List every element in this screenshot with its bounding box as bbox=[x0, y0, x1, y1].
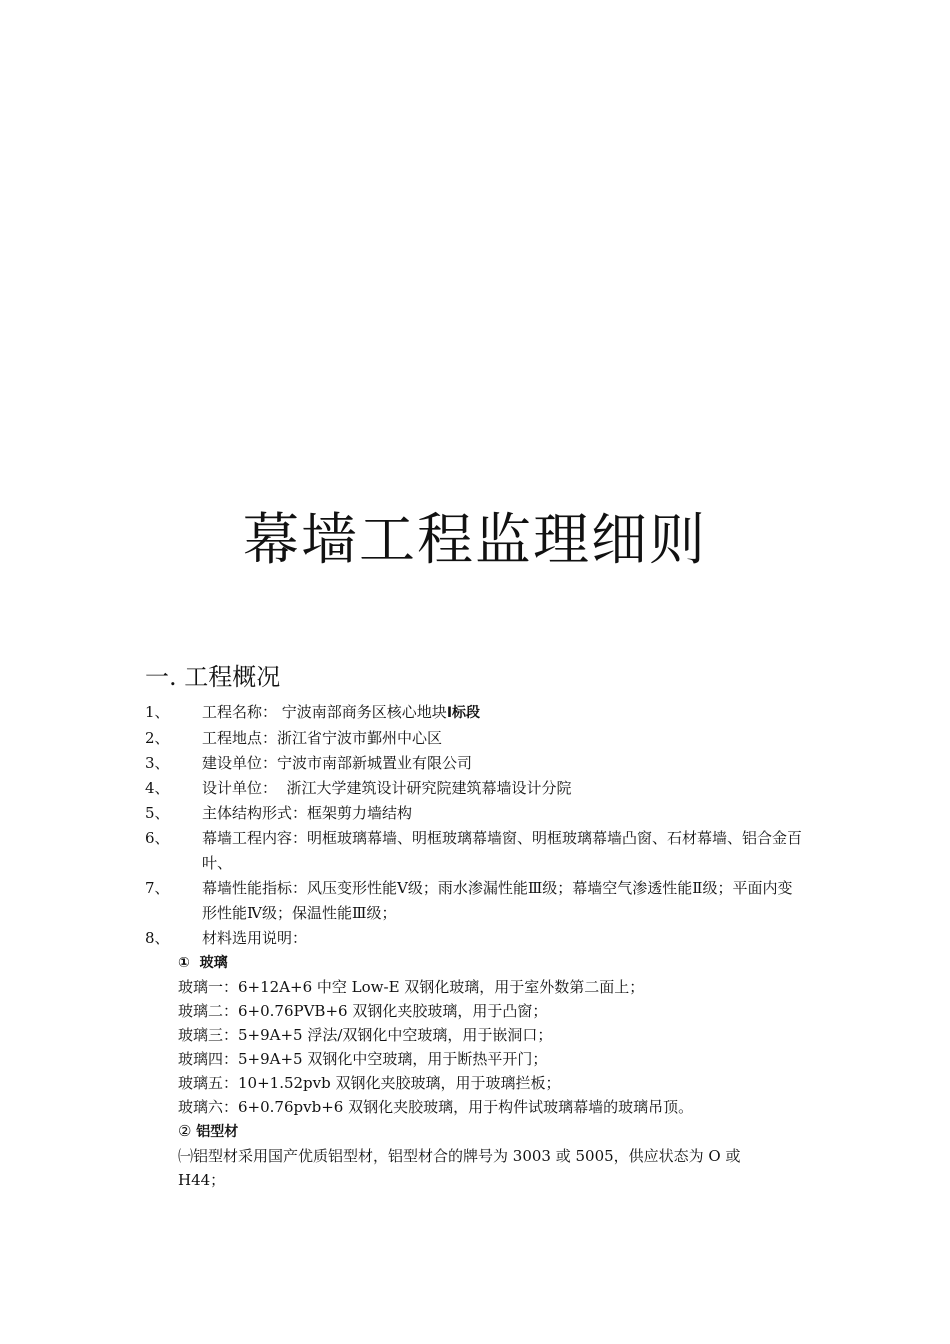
list-item-2 bbox=[145, 726, 825, 751]
list-item-8 bbox=[145, 926, 825, 951]
glass-line-1: 玻璃一：6+12A+6 中空 Low-E 双钢化玻璃，用于室外数第二面上； bbox=[178, 978, 645, 996]
item-value: 宁波南部商务区核心地块 bbox=[281, 703, 447, 721]
glass-line-6: 玻璃六：6+0.76pvb+6 双钢化夹胶玻璃，用于构件试玻璃幕墙的玻璃吊顶。 bbox=[178, 1098, 694, 1116]
glass-line-3: 玻璃三：5+9A+5 浮法/双钢化中空玻璃，用于嵌洞口； bbox=[178, 1026, 553, 1044]
item-text: 幕墙性能指标：风压变形性能Ⅴ级；雨水渗漏性能Ⅲ级；幕墙空气渗透性能Ⅱ级；平面内变形性能Ⅳ级；保温性能Ⅲ级； bbox=[202, 879, 793, 922]
glass-subheading: ① 玻璃 bbox=[178, 955, 228, 971]
item-number: 2、 bbox=[145, 729, 170, 747]
list-item-4 bbox=[145, 776, 825, 801]
item-value-bold: Ⅰ标段 bbox=[446, 705, 481, 721]
item-number: 4、 bbox=[145, 779, 170, 797]
aluminum-heading-prefix: ② bbox=[178, 1122, 197, 1140]
glass-line-5: 玻璃五：10+1.52pvb 双钢化夹胶玻璃，用于玻璃拦板； bbox=[178, 1074, 561, 1092]
list-item-7 bbox=[145, 876, 825, 926]
item-text: 材料选用说明： bbox=[202, 929, 308, 947]
aluminum-text: ㈠铝型材采用国产优质铝型材，铝型材合的牌号为 3003 或 5005，供应状态为 O 或 H44； bbox=[178, 1147, 741, 1189]
glass-line-2: 玻璃二：6+0.76PVB+6 双钢化夹胶玻璃，用于凸窗； bbox=[178, 1002, 548, 1020]
section-content bbox=[145, 700, 825, 1192]
item-text: 设计单位： 浙江大学建筑设计研究院建筑幕墙设计分院 bbox=[202, 779, 572, 797]
item-text: 工程地点：浙江省宁波市鄞州中心区 bbox=[202, 729, 443, 747]
item-label: 工程名称： bbox=[202, 703, 278, 721]
list-item-1 bbox=[145, 700, 825, 726]
document-title: 幕墙工程监理细则 bbox=[243, 508, 707, 573]
aluminum-heading: 铝型材 bbox=[196, 1124, 239, 1140]
list-item-3 bbox=[145, 751, 825, 776]
item-text: 主体结构形式：框架剪力墙结构 bbox=[202, 804, 413, 822]
section-heading: 一. 工程概况 bbox=[145, 663, 281, 691]
list-item-5 bbox=[145, 801, 825, 826]
item-number: 1、 bbox=[145, 703, 170, 721]
item-text: 建设单位：宁波市南部新城置业有限公司 bbox=[202, 754, 473, 772]
item-number: 7、 bbox=[145, 879, 170, 897]
list-item-6 bbox=[145, 826, 825, 876]
item-text: 幕墙工程内容：明框玻璃幕墙、明框玻璃幕墙窗、明框玻璃幕墙凸窗、石材幕墙、铝合金百叶、 bbox=[202, 829, 803, 872]
glass-line-4: 玻璃四：5+9A+5 双钢化中空玻璃，用于断热平开门； bbox=[178, 1050, 548, 1068]
item-number: 3、 bbox=[145, 754, 170, 772]
item-number: 5、 bbox=[145, 804, 170, 822]
aluminum-subheading bbox=[178, 1119, 825, 1144]
item-number: 6、 bbox=[145, 829, 170, 847]
item-number: 8、 bbox=[145, 929, 170, 947]
